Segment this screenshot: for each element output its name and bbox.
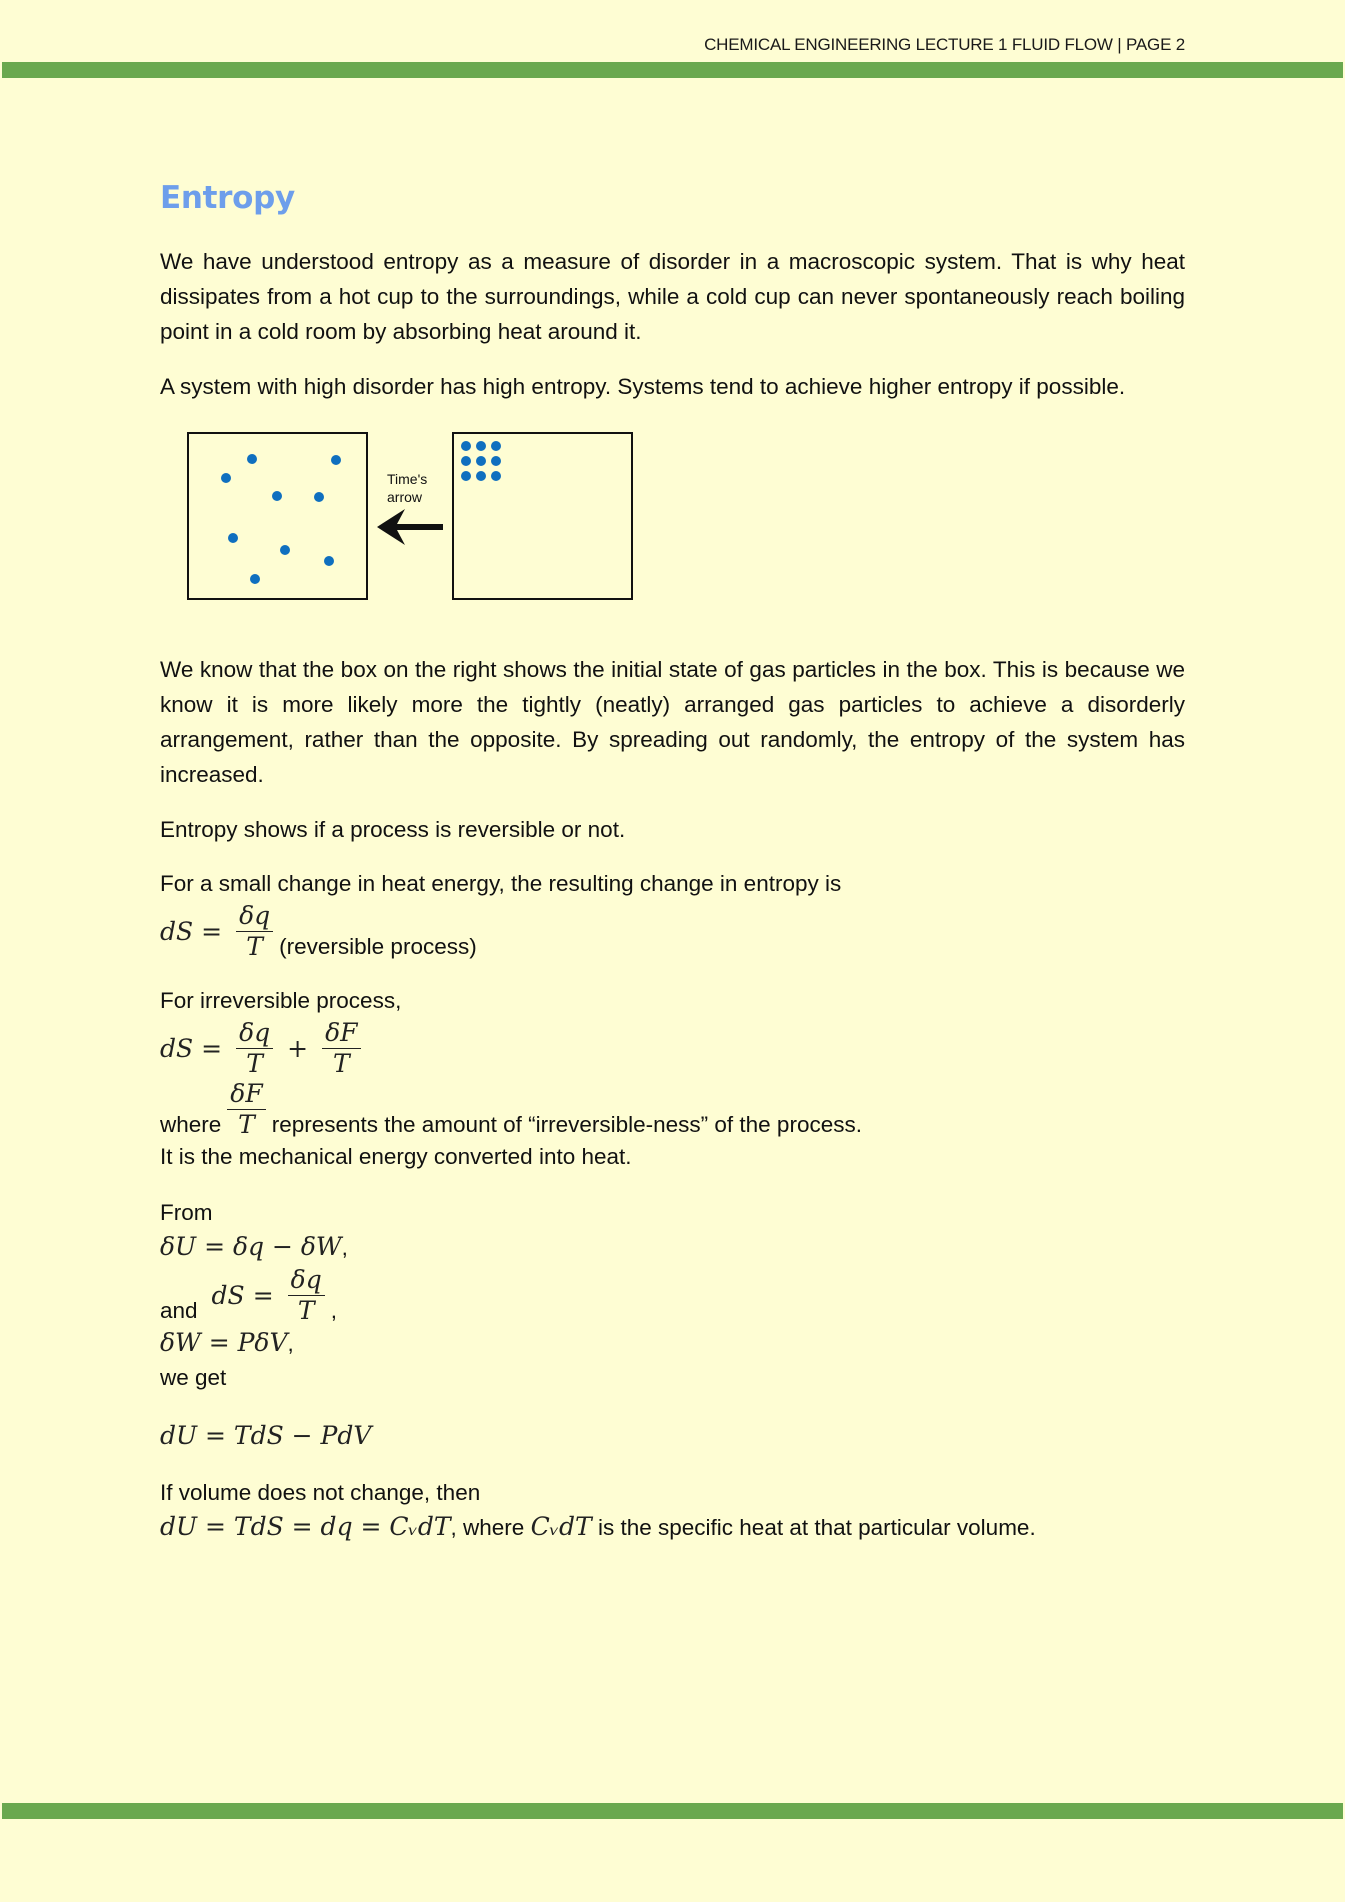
footer-bar: [2, 1803, 1343, 1819]
gas-particle: [461, 456, 471, 466]
arrow-label: Time's arrow: [387, 471, 428, 505]
time-arrow-icon: [377, 507, 447, 547]
paragraph-intro: We have understood entropy as a measure of disorder in a macroscopic system. That is why heat dissipates from a hot cup to the surroundings, while a cold cup can never spontaneously reach boiling point in a cold room by absorbing heat around it.: [160, 249, 1185, 344]
ordered-box: [452, 432, 633, 600]
header-bar: [2, 62, 1343, 78]
gas-particle: [272, 491, 282, 501]
constant-volume-block: If volume does not change, then dU = TdS = dq = CᵥdT, where CᵥdT is the specific heat at that particular volume.: [160, 1480, 1036, 1541]
section-heading: Entropy: [160, 180, 295, 216]
gas-particle: [476, 441, 486, 451]
reversible-equation: dS = $\frac{\delta q}{T}$ (reversible process): [160, 901, 477, 961]
gas-particle: [476, 471, 486, 481]
entropy-figure: [187, 432, 647, 612]
final-equation: dU = TdS − PdV: [160, 1421, 372, 1450]
gas-particle: [461, 471, 471, 481]
gas-particle: [491, 456, 501, 466]
gas-particle: [247, 454, 257, 464]
gas-particle: [324, 556, 334, 566]
gas-particle: [221, 473, 231, 483]
gas-particle: [461, 441, 471, 451]
reversible-equation-block: [160, 867, 1185, 962]
gas-particle: [314, 492, 324, 502]
paragraph-disorder: A system with high disorder has high entropy. Systems tend to achieve higher entropy if possible.: [160, 374, 1126, 399]
irreversible-equation: dS = $\frac{\delta q}{T}$ + $\frac{\delta F}{T}$: [160, 1018, 1185, 1079]
gas-particle: [476, 456, 486, 466]
paragraph-explanation: We know that the box on the right shows the initial state of gas particles in the box. This is because we know it is more likely more the tightly (neatly) arranged gas particles to achieve a disorderly arrangement, rather than the opposite. By spreading out randomly, the entropy of the system has increased.: [160, 657, 1185, 787]
page-content: [160, 180, 1185, 1567]
gas-particle: [250, 574, 260, 584]
where-line: where $\frac{\delta F}{T}$ represents the amount of “irreversible-ness” of the process.: [160, 1079, 862, 1139]
derivation-block: From δU = δq − δW, and dS = $\frac{\delta q}{T}$ , δW = PδV, we get dU = TdS − PdV: [160, 1200, 372, 1450]
irreversible-equation-block: For irreversible process, dS = $\frac{\delta q}{T}$ + $\frac{\delta F}{T}$ where $\frac{\delta F}{T}$ represents the amount of “irreversible-ness” of the process. It is the mechanical energy converted into heat.: [160, 984, 1185, 1174]
gas-particle: [280, 545, 290, 555]
small-change-text: For a small change in heat energy, the resulting change in entropy is: [160, 871, 842, 896]
disordered-box: [187, 432, 368, 600]
gas-particle: [228, 533, 238, 543]
gas-particle: [491, 441, 501, 451]
running-header: CHEMICAL ENGINEERING LECTURE 1 FLUID FLOW | PAGE 2: [704, 35, 1185, 54]
gas-particle: [491, 471, 501, 481]
paragraph-reversible: Entropy shows if a process is reversible or not.: [160, 817, 626, 842]
gas-particle: [331, 455, 341, 465]
